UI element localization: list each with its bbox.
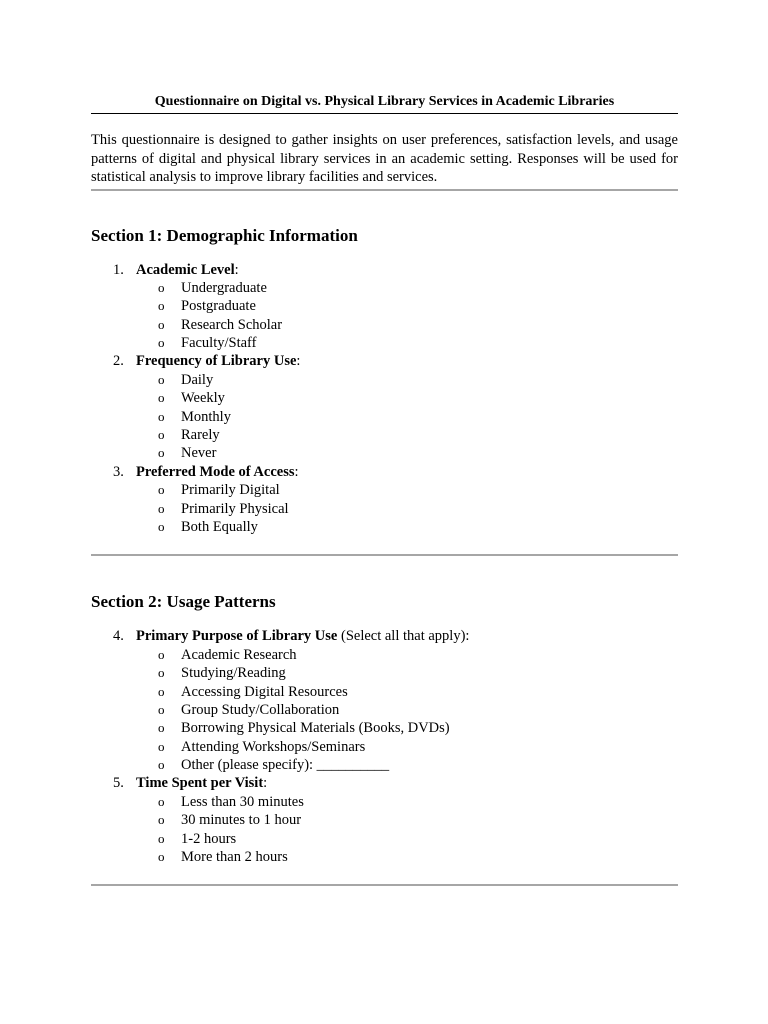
question-line — [91, 352, 678, 370]
question-list — [91, 627, 678, 866]
questionnaire-document — [91, 92, 678, 886]
option-label: Studying/Reading — [181, 665, 286, 682]
question-line — [91, 627, 678, 645]
option-label: Daily — [181, 371, 214, 388]
answer-option[interactable] — [91, 830, 678, 848]
answer-option[interactable] — [91, 371, 678, 389]
question-list — [91, 261, 678, 537]
answer-option[interactable] — [91, 481, 678, 499]
option-label: More than 2 hours — [181, 849, 288, 866]
answer-option[interactable] — [91, 426, 678, 444]
option-label: Both Equally — [181, 518, 258, 535]
answer-option[interactable] — [91, 500, 678, 518]
option-list — [91, 793, 678, 867]
circle-bullet-icon: o — [158, 335, 165, 351]
circle-bullet-icon: o — [158, 279, 165, 295]
option-label: Borrowing Physical Materials (Books, DVDs) — [181, 720, 450, 737]
answer-option[interactable] — [91, 683, 678, 701]
option-label: Postgraduate — [181, 298, 256, 315]
question-item — [91, 261, 678, 353]
option-label: Academic Research — [181, 646, 297, 663]
question-suffix: : — [234, 261, 239, 278]
question-number: 4. — [113, 628, 124, 645]
option-label: Attending Workshops/Seminars — [181, 738, 366, 755]
circle-bullet-icon: o — [158, 701, 165, 717]
question-line — [91, 261, 678, 279]
question-label: Academic Level — [136, 261, 235, 278]
option-label: Rarely — [181, 427, 220, 444]
option-list — [91, 646, 678, 775]
question-item — [91, 627, 678, 774]
circle-bullet-icon: o — [158, 757, 165, 773]
option-list — [91, 371, 678, 463]
question-line — [91, 774, 678, 792]
circle-bullet-icon: o — [158, 793, 165, 809]
question-suffix: (Select all that apply): — [337, 628, 470, 645]
option-label: Monthly — [181, 408, 231, 425]
option-label: 1-2 hours — [181, 830, 237, 847]
question-suffix: : — [296, 353, 301, 370]
option-label: Never — [181, 445, 217, 462]
circle-bullet-icon: o — [158, 646, 165, 662]
answer-option[interactable] — [91, 279, 678, 297]
option-list — [91, 279, 678, 353]
section-heading: Section 1: Demographic Information — [91, 225, 358, 245]
option-label: Faculty/Staff — [181, 335, 257, 352]
answer-option[interactable] — [91, 793, 678, 811]
question-suffix: : — [263, 775, 268, 792]
section-divider — [91, 554, 678, 556]
question-number: 3. — [113, 463, 124, 480]
section-divider — [91, 189, 678, 191]
section-divider — [91, 884, 678, 886]
option-label: 30 minutes to 1 hour — [181, 812, 302, 829]
circle-bullet-icon: o — [158, 830, 165, 846]
question-item — [91, 774, 678, 866]
option-label: Other (please specify): __________ — [181, 757, 390, 774]
question-label: Preferred Mode of Access — [136, 463, 295, 480]
circle-bullet-icon: o — [158, 298, 165, 314]
answer-option[interactable] — [91, 297, 678, 315]
circle-bullet-icon: o — [158, 390, 165, 406]
circle-bullet-icon: o — [158, 683, 165, 699]
section-heading: Section 2: Usage Patterns — [91, 592, 276, 612]
answer-option[interactable] — [91, 334, 678, 352]
option-label: Less than 30 minutes — [181, 793, 304, 810]
question-number: 1. — [113, 261, 124, 278]
answer-option[interactable] — [91, 518, 678, 536]
intro-paragraph: This questionnaire is designed to gather insights on user preferences, satisfaction levels, and usage patterns of digital and physical library services in an academic setting. Responses will be used for statistical analysis to improve library facilities and services. — [91, 132, 678, 185]
question-label: Frequency of Library Use — [136, 353, 297, 370]
answer-option[interactable] — [91, 646, 678, 664]
option-list — [91, 481, 678, 536]
question-number: 5. — [113, 775, 124, 792]
question-line — [91, 463, 678, 481]
answer-option[interactable] — [91, 408, 678, 426]
question-suffix: : — [294, 463, 299, 480]
circle-bullet-icon: o — [158, 812, 165, 828]
document-title: Questionnaire on Digital vs. Physical Library Services in Academic Libraries — [91, 92, 678, 114]
circle-bullet-icon: o — [158, 518, 165, 534]
circle-bullet-icon: o — [158, 720, 165, 736]
circle-bullet-icon: o — [158, 738, 165, 754]
question-item — [91, 352, 678, 462]
circle-bullet-icon: o — [158, 500, 165, 516]
circle-bullet-icon: o — [158, 427, 165, 443]
answer-option[interactable] — [91, 848, 678, 866]
circle-bullet-icon: o — [158, 316, 165, 332]
answer-option[interactable] — [91, 701, 678, 719]
circle-bullet-icon: o — [158, 849, 165, 865]
question-item — [91, 463, 678, 537]
option-label: Primarily Physical — [181, 500, 289, 517]
answer-option[interactable] — [91, 316, 678, 334]
answer-option[interactable] — [91, 738, 678, 756]
option-label: Primarily Digital — [181, 482, 280, 499]
circle-bullet-icon: o — [158, 371, 165, 387]
answer-option[interactable] — [91, 756, 678, 774]
option-label: Undergraduate — [181, 279, 267, 296]
answer-option[interactable] — [91, 664, 678, 682]
circle-bullet-icon: o — [158, 445, 165, 461]
circle-bullet-icon: o — [158, 665, 165, 681]
option-label: Research Scholar — [181, 316, 283, 333]
answer-option[interactable] — [91, 811, 678, 829]
circle-bullet-icon: o — [158, 408, 165, 424]
option-label: Group Study/Collaboration — [181, 701, 340, 718]
option-label: Weekly — [181, 390, 225, 407]
answer-option[interactable] — [91, 389, 678, 407]
question-number: 2. — [113, 353, 124, 370]
question-label: Primary Purpose of Library Use — [136, 628, 338, 645]
answer-option[interactable] — [91, 719, 678, 737]
answer-option[interactable] — [91, 444, 678, 462]
circle-bullet-icon: o — [158, 482, 165, 498]
question-label: Time Spent per Visit — [136, 775, 264, 792]
option-label: Accessing Digital Resources — [181, 683, 348, 700]
